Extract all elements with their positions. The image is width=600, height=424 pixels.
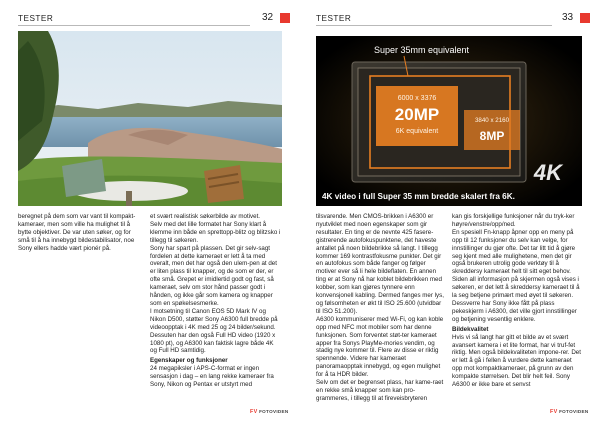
paragraph: beregnet på dem som var vant til kompakt-kameraer, men som ville ha mulighet til å bytte objektiver. De var uten søker, og for små til å ha innebygd bildestabilisator, noe Sony ellers hadde vært pionér på. <box>18 213 136 252</box>
res-20mp: 6000 x 3376 <box>397 95 437 102</box>
landscape-photo <box>18 31 282 206</box>
paragraph: Selv med det lille formatet har Sony klart å klemme inn både en sprettopp-blitz og blitzsko i tillegg til søkeren. <box>150 220 281 244</box>
section-label: TESTER <box>18 14 54 23</box>
subheading: Egenskaper og funksjoner <box>150 357 228 365</box>
paragraph: I motsetning til Canon EOS 5D Mark IV og Nikon D500, støtter Sony A6300 full bredde på videoopptak i 4K med 25 og 24 bilder/sekund. Dessuten har den også Full HD video (1920 x 1080 pt), og A6300 kan faktisk lagre både 4K og Full HD samtidig. <box>150 307 278 355</box>
sensor-size-graphic <box>316 36 582 206</box>
res-8mp: 3840 x 2160 <box>474 117 510 124</box>
body-column-2 <box>150 213 282 389</box>
label-8mp: 8MP <box>479 129 505 143</box>
paragraph: Selv om det er begrenset plass, har kame-raet en rekke små knapper som kan pro-grammeres, i tillegg til at fireveisbryteren <box>316 379 444 402</box>
super35-label: Super 35mm equivalent <box>374 45 470 55</box>
paragraph: Sony har spart på plassen. Det gir selv-sagt fordelen at dette kameraet er lett å ta med overalt, men det har også den ulem-pen at det er liten plass til knapper, og de som er der, er ofte små. Grepet er imidlertid godt og fast, så kameraet, selv om stor hånd passer godt i hånden, og ikke går som kamera og knapper som en spøkelsesmerke. <box>150 244 277 307</box>
right-page <box>300 0 600 424</box>
paragraph: Hvis vi så langt har gitt et bilde av et svært avansert kamera i et lite format, har vi truf-fet riktig. Men også bildekvaliteten impone-rer. Det er lett å gå i fellen å vurdere dette kameraet opp mot kompaktkameraer, på grunn av den kompakte størrelsen. Det blir helt feil. Sony A6300 er ikke bare et senvst <box>452 333 581 389</box>
page-marker <box>280 13 290 23</box>
4k-badge: 4K <box>533 160 562 185</box>
subheading: Bildekvalitet <box>452 325 489 333</box>
equiv-6k: 6K equivalent <box>395 128 439 135</box>
body-column-1 <box>316 213 444 403</box>
page-number: 32 <box>262 12 274 23</box>
header-rule <box>18 25 250 26</box>
footer-logo: FV FOTOVIDEN <box>550 409 589 415</box>
paragraph: En spesiell Fn-knapp åpner opp en meny på opp til 12 funksjoner du selv kan velge, for innstillinger du gjør ofte. Det tar litt tid å gjøre seg kjent med alle mulighetene, men det gir også brukeren utrolig gode verktøy til å skreddersy kameraet helt til sitt eget behov. Siden all informasjon på skjermen også vises i søkeren, er det lett å skreddersy kameraet til å la seg betjene primært med øyet til søkeren. Dessverre har Sony ikke fått på plass pekeskjerm i A6300, det ville gjort innstillinger og betjening vesentlig enklere. <box>452 228 580 323</box>
section-label: TESTER <box>316 14 352 23</box>
body-column-1 <box>18 213 142 253</box>
header-rule <box>316 25 552 26</box>
page-number: 33 <box>562 12 574 23</box>
page-marker <box>580 13 590 23</box>
paragraph: A6300 kommuniserer med Wi-Fi, og kan koble opp med NFC mot mobiler som har denne funksjonen. Som forventet støt-ter kameraet apper fra Sonys PlayMe-mories vendim, og stadig nye kommer til. Flere av disse er riktig spennende. Videre har kameraet panoramaopptak innebygd, og egen mulighet for å ta HDR bilder. <box>316 315 444 379</box>
paragraph: et svært realistisk søkerbilde av motivet. <box>150 213 261 220</box>
paragraph: 24 megapiksler i APS-C-format er ingen sensasjon i dag – en lang rekke kameraer fra Sony, Nikon og Pentax er utstyrt med <box>150 365 274 389</box>
graphic-caption: 4K video i full Super 35 mm bredde skalert fra 6K. <box>322 192 515 201</box>
footer-logo: FV FOTOVIDEN <box>250 409 289 415</box>
paragraph: kan gis forskjellige funksjoner når du tryk-ker høyre/venstre/opp/ned. <box>452 213 575 228</box>
paragraph: tilsvarende. Men CMOS-brikken i A6300 er nyutviklet med noen egenskaper som gir resultater. En ting er de nevnte 425 fasere-gistrerende autofokuspunktene, det haveste antallet på noen bildebrikke så langt. I tillegg kommer 169 kontrastfokusme punkter. Det gir en autofokus som både fanger og følger motiver ever så li hele bildeflaten. En annen ting er at Sony nå har koblet bildebrikken med kobber, som kan gjøres tynnere enn konvensjonell kabling. Dermed fanges mer lys, og følsomheten er økt til ISO 25.600 (utvidbar til ISO 51.200). <box>316 213 444 315</box>
label-20mp: 20MP <box>394 105 440 124</box>
body-column-2 <box>452 213 582 389</box>
